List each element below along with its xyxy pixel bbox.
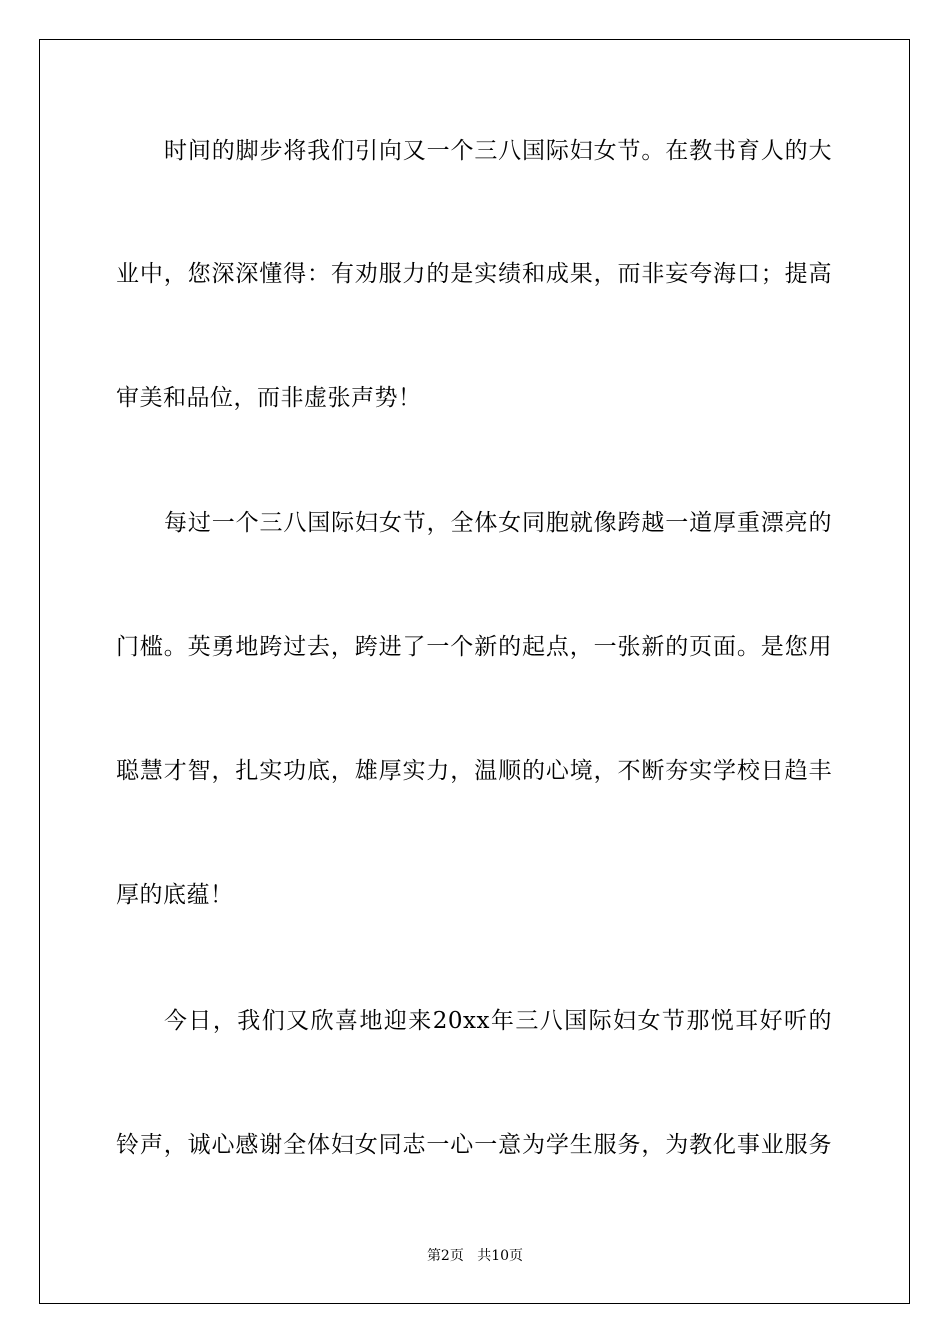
page-footer (0, 1247, 950, 1265)
paragraph-2-line-2: 门槛。英勇地跨过去，跨进了一个新的起点，一张新的页面。是您用 (116, 634, 832, 660)
page-total: 共10页 (477, 1248, 524, 1264)
paragraph-3-line-1: 今日，我们又欣喜地迎来20xx年三八国际妇女节那悦耳好听的 (164, 1008, 832, 1034)
paragraph-2-line-4: 厚的底蕴！ (116, 882, 234, 908)
page-number: 第2页 (426, 1248, 464, 1264)
paragraph-3-line-2: 铃声，诚心感谢全体妇女同志一心一意为学生服务，为教化事业服务 (116, 1132, 832, 1158)
paragraph-1-line-2: 业中，您深深懂得：有劝服力的是实绩和成果，而非妄夸海口；提高 (116, 261, 832, 287)
paragraph-1-line-1: 时间的脚步将我们引向又一个三八国际妇女节。在教书育人的大 (164, 138, 832, 164)
page-border (39, 39, 910, 1304)
paragraph-2-line-1: 每过一个三八国际妇女节，全体女同胞就像跨越一道厚重漂亮的 (164, 510, 832, 536)
paragraph-2-line-3: 聪慧才智，扎实功底，雄厚实力，温顺的心境，不断夯实学校日趋丰 (116, 758, 832, 784)
paragraph-1-line-3: 审美和品位，而非虚张声势！ (116, 385, 422, 411)
